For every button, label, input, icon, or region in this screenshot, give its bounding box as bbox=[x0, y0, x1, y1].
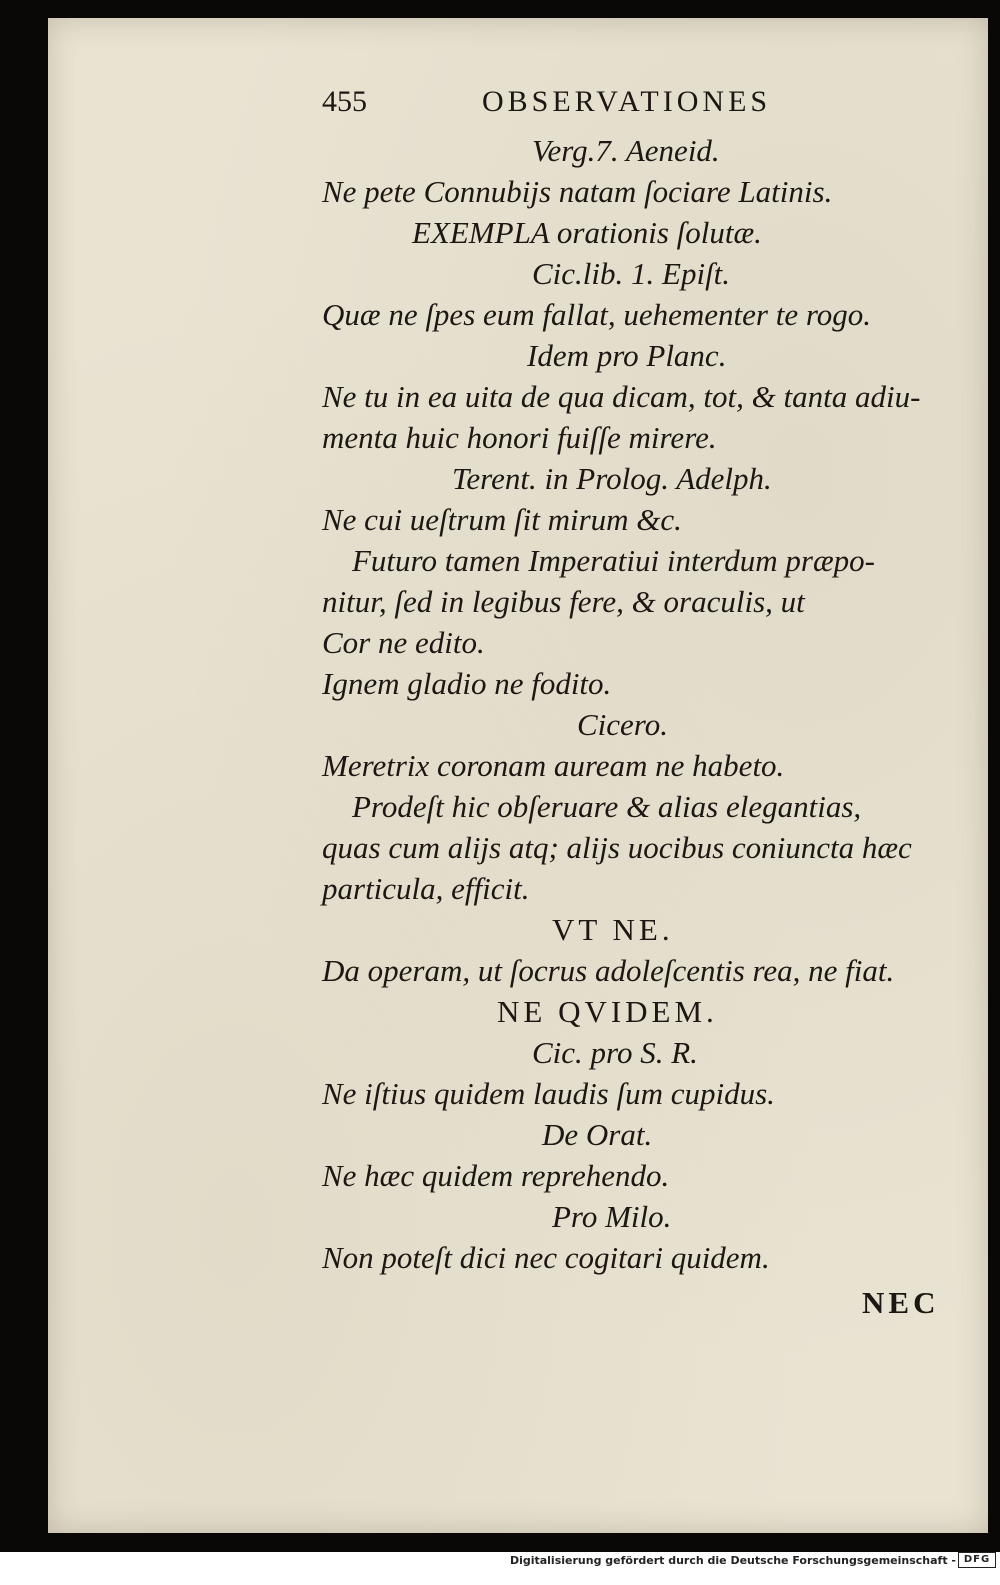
text-line: Quæ ne ſpes eum fallat, uehementer te rogo. bbox=[322, 297, 871, 332]
section-heading: EXEMPLA orationis ſolutæ. bbox=[412, 215, 762, 250]
text-line: Ne hæc quidem reprehendo. bbox=[322, 1158, 670, 1193]
text-line: Idem pro Planc. bbox=[527, 338, 727, 373]
text-line: Non poteſt dici nec cogitari quidem. bbox=[322, 1240, 770, 1275]
funding-credit: Digitalisierung gefördert durch die Deutsche Forschungsgemeinschaft - bbox=[509, 1554, 956, 1567]
text-line: Cic.lib. 1. Epiſt. bbox=[532, 256, 731, 291]
text-line: Meretrix coronam auream ne habeto. bbox=[322, 748, 785, 783]
text-line: nitur, ſed in legibus fere, & oraculis, ut bbox=[322, 584, 805, 619]
text-line: Cor ne edito. bbox=[322, 625, 485, 660]
text-line: Pro Milo. bbox=[552, 1199, 672, 1234]
text-line: Cicero. bbox=[577, 707, 668, 742]
dfg-logo: DFG bbox=[958, 1552, 996, 1568]
bleed-through-shadow bbox=[953, 158, 1000, 1258]
text-line: Ignem gladio ne fodito. bbox=[322, 666, 612, 701]
text-line: Ne cui ueſtrum ſit mirum &c. bbox=[322, 502, 682, 537]
text-line: Terent. in Prolog. Adelph. bbox=[452, 461, 772, 496]
catchword: NEC bbox=[862, 1285, 940, 1320]
running-head: OBSERVATIONES bbox=[482, 85, 772, 118]
text-line: Verg.7. Aeneid. bbox=[532, 133, 720, 168]
text-line: menta huic honori fuiſſe mirere. bbox=[322, 420, 717, 455]
text-line: Da operam, ut ſocrus adoleſcentis rea, ne fiat. bbox=[322, 953, 895, 988]
text-line: De Orat. bbox=[542, 1117, 653, 1152]
text-line: Futuro tamen Imperatiui interdum præpo- bbox=[352, 543, 875, 578]
text-line: Prodeſt hic obſeruare & alias elegantias, bbox=[352, 789, 862, 824]
page-number: 455 bbox=[322, 85, 367, 118]
text-line: Ne iſtius quidem laudis ſum cupidus. bbox=[322, 1076, 775, 1111]
section-heading: VT NE. bbox=[552, 912, 674, 947]
section-heading: NE QVIDEM. bbox=[497, 994, 718, 1029]
text-line: quas cum alijs atq; alijs uocibus coniuncta hæc bbox=[322, 830, 912, 865]
text-line: Cic. pro S. R. bbox=[532, 1035, 698, 1070]
text-line: particula, efficit. bbox=[322, 871, 530, 906]
text-line: Ne tu in ea uita de qua dicam, tot, & tanta adiu- bbox=[322, 379, 921, 414]
text-line: Ne pete Connubijs natam ſociare Latinis. bbox=[322, 174, 833, 209]
